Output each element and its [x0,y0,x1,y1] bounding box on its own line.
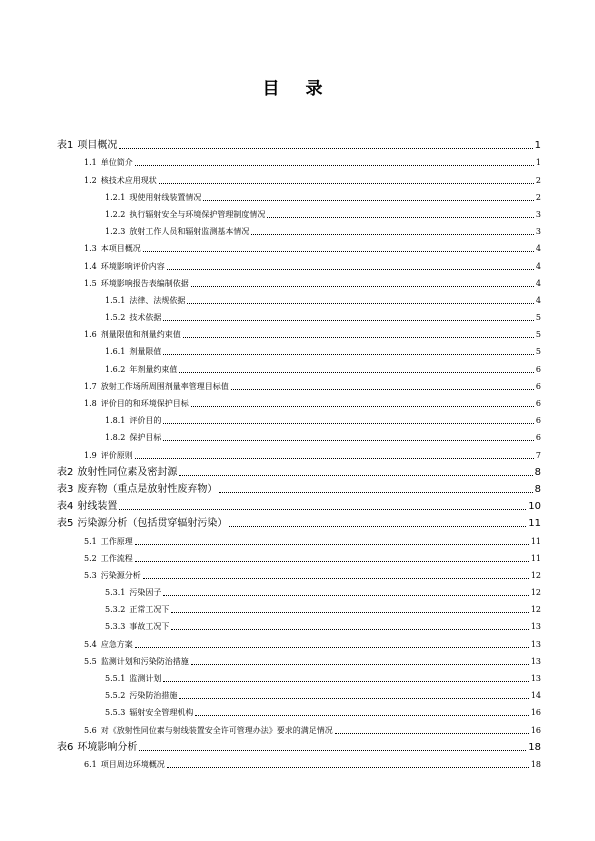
toc-entry-title: 法律、法规依据 [129,295,186,305]
toc-entry-title: 保护目标 [129,433,162,443]
toc-entry-title: 项目周边环境概况 [100,759,165,769]
toc-entry-title: 评价原则 [100,450,133,460]
toc-dot-leader [143,578,529,579]
toc-entry-number: 1.5.2 [105,313,126,323]
toc-page-number: 2 [535,192,541,202]
toc-page-number: 8 [534,466,541,478]
toc-entry-label [105,605,169,615]
toc-entry-number: 1.2.3 [105,227,126,237]
toc-entry[interactable] [57,736,541,753]
toc-entry-label [84,382,229,392]
toc-entry-number: 6.1 [84,759,97,769]
toc-entry[interactable] [57,168,541,185]
toc-page-number: 4 [535,295,541,305]
toc-entry-title: 环境影响分析 [77,741,138,753]
toc-page-number: 12 [530,588,541,598]
toc-entry-number: 表2 [57,466,74,478]
toc-entry-label [105,674,161,684]
toc-entry-number: 表1 [57,140,74,152]
toc-entry-title: 放射工作人员和辐射监测基本情况 [129,227,250,237]
toc-entry-number: 5.5.3 [105,708,126,718]
toc-entry[interactable] [57,134,541,151]
toc-entry[interactable] [57,392,541,409]
toc-dot-leader [135,647,529,648]
toc-dot-leader [203,200,534,201]
toc-dot-leader [187,303,534,304]
toc-dot-leader [179,372,534,373]
toc-dot-leader [191,286,534,287]
toc-entry[interactable] [57,340,541,357]
toc-dot-leader [191,406,534,407]
toc-page-number: 11 [530,553,541,563]
toc-entry-label [84,657,189,667]
page-title: 目 录 [262,79,333,99]
toc-entry[interactable] [57,254,541,271]
toc-dot-leader [159,183,534,184]
toc-entry-label [57,502,117,512]
toc-dot-leader [139,750,526,751]
toc-page-number: 2 [535,175,541,185]
toc-entry-number: 5.3.2 [105,605,126,615]
toc-entry-label [105,193,201,203]
toc-entry[interactable] [57,478,541,495]
toc-entry-number: 1.5.1 [105,295,126,305]
toc-dot-leader [183,337,534,338]
toc-entry-title: 核技术应用现状 [100,175,157,185]
toc-entry-label [57,468,177,478]
toc-entry[interactable] [57,718,541,735]
toc-entry-title: 评价目的 [129,416,162,426]
toc-dot-leader [163,423,534,424]
toc-entry-number: 5.4 [84,639,97,649]
toc-dot-leader [335,733,529,734]
toc-page-number: 14 [530,691,541,701]
toc-entry-number: 5.2 [84,553,97,563]
toc-entry-number: 1.2.1 [105,192,126,202]
toc-entry[interactable] [57,667,541,684]
toc-dot-leader [163,440,534,441]
toc-entry-title: 单位简介 [100,158,133,168]
toc-entry-label [105,708,193,718]
toc-entry-label [105,622,169,632]
toc-dot-leader [231,389,534,390]
toc-entry-label [84,279,189,289]
toc-page-number: 12 [530,570,541,580]
toc-dot-leader [219,492,532,493]
toc-entry-title: 环境影响评价内容 [100,261,165,271]
toc-entry-label [84,330,181,340]
toc-page-number: 13 [530,656,541,666]
toc-entry-title: 剂量限值 [129,347,162,357]
toc-entry[interactable] [57,581,541,598]
toc-entry-title: 监测计划 [129,674,162,683]
toc-entry-label [57,519,227,529]
toc-page-number: 5 [535,330,541,340]
toc-entry-title: 工作流程 [100,553,133,563]
toc-entry[interactable] [57,186,541,203]
toc-page-number: 8 [534,483,541,495]
toc-entry[interactable] [57,564,541,581]
toc-entry-label [84,554,133,564]
toc-entry-number: 表3 [57,483,74,495]
toc-entry-label [105,313,161,323]
toc-entry[interactable] [57,272,541,289]
toc-dot-leader [171,612,528,613]
toc-entry-title: 监测计划和污染防治措施 [100,656,189,666]
toc-dot-leader [195,715,528,716]
toc-entry-label [105,416,161,426]
toc-entry-label [84,176,157,186]
toc-entry-label [84,399,189,409]
toc-dot-leader [267,217,534,218]
toc-entry-label [84,537,133,547]
toc-entry-number: 5.5.2 [105,691,126,701]
toc-entry[interactable] [57,220,541,237]
toc-entry[interactable] [57,461,541,478]
toc-entry-number: 1.6.1 [105,347,126,357]
toc-entry[interactable] [57,426,541,443]
toc-page-number: 13 [530,639,541,649]
toc-entry-label [105,588,161,598]
toc-entry[interactable] [57,547,541,564]
toc-page-number: 16 [530,708,541,718]
toc-entry-label [84,640,133,650]
toc-dot-leader [179,698,528,699]
toc-dot-leader [119,509,526,510]
toc-dot-leader [251,234,534,235]
toc-page-number: 13 [530,674,541,683]
toc-entry[interactable] [57,375,541,392]
toc-page-number: 1 [534,140,541,152]
toc-entry-title: 污染源分析 [100,570,141,580]
toc-entry-title: 剂量限值和剂量约束值 [100,330,181,340]
toc-entry-label [57,743,137,753]
toc-entry-number: 5.3 [84,570,97,580]
toc-entry-label [105,691,177,701]
toc-entry-label [84,451,133,461]
toc-entry-label [105,296,185,306]
toc-entry-number: 1.6 [84,330,97,340]
toc-dot-leader [135,165,534,166]
toc-entry-title: 工作原理 [100,536,133,546]
toc-page-number: 5 [535,347,541,357]
toc-dot-leader [171,629,528,630]
toc-entry-number: 1.5 [84,278,97,288]
toc-page-number: 16 [530,725,541,735]
toc-entry-title: 辐射安全管理机构 [129,708,194,718]
toc-dot-leader [229,526,526,527]
toc-page-number: 18 [530,759,541,769]
toc-entry-number: 5.3.3 [105,622,126,632]
toc-entry-label [105,347,161,357]
toc-entry[interactable] [57,753,541,770]
toc-entry-number: 表6 [57,741,74,753]
toc-entry-number: 1.8.2 [105,433,126,443]
toc-entry-number: 5.1 [84,536,97,546]
table-of-contents [57,134,541,770]
toc-page-number: 1 [535,158,541,168]
toc-page-number: 3 [535,227,541,237]
toc-entry-title: 环境影响报告表编制依据 [100,278,189,288]
toc-entry-number: 5.5 [84,656,97,666]
toc-entry[interactable] [57,701,541,718]
toc-entry-title: 应急方案 [100,639,133,649]
toc-page-number: 18 [528,741,541,753]
toc-page-number: 6 [535,416,541,426]
toc-dot-leader [163,681,528,682]
toc-entry-number: 5.6 [84,725,97,735]
toc-entry-label [84,571,141,581]
toc-entry-label [84,760,165,770]
toc-entry-title: 现使用射线装置情况 [129,192,202,202]
toc-entry[interactable] [57,598,541,615]
toc-entry-title: 污染因子 [129,588,162,598]
toc-entry-label [105,433,161,443]
toc-entry-label [105,365,177,375]
toc-entry-title: 年剂量约束值 [129,364,178,374]
toc-entry-number: 1.8.1 [105,416,126,426]
toc-entry-title: 污染防治措施 [129,691,178,701]
toc-entry-title: 废弃物（重点是放射性废弃物） [77,483,218,495]
toc-entry-title: 项目概况 [77,140,118,152]
toc-entry[interactable] [57,495,541,512]
toc-page-number: 4 [535,278,541,288]
toc-entry-number: 1.6.2 [105,364,126,374]
toc-entry-title: 技术依据 [129,313,162,323]
toc-page-number: 6 [535,364,541,374]
toc-entry-label [84,158,133,168]
toc-entry-number: 1.1 [84,158,97,168]
toc-page-number: 6 [535,381,541,391]
toc-entry-number: 1.7 [84,381,97,391]
toc-page-number: 4 [535,261,541,271]
toc-entry[interactable] [57,237,541,254]
toc-entry[interactable] [57,512,541,529]
toc-dot-leader [167,767,529,768]
toc-entry-number: 1.2 [84,175,97,185]
toc-entry-label [84,726,333,736]
toc-entry-title: 本项目概况 [100,244,141,254]
toc-entry-number: 5.5.1 [105,674,126,683]
toc-page-number: 13 [530,622,541,632]
toc-entry[interactable] [57,443,541,460]
toc-entry-title: 放射性同位素及密封源 [77,466,178,478]
toc-entry-title: 射线装置 [77,501,118,513]
toc-entry-title: 放射工作场所周围剂量率管理目标值 [100,381,229,391]
toc-page-number: 6 [535,399,541,408]
toc-entry[interactable] [57,289,541,306]
toc-dot-leader [167,269,534,270]
toc-entry[interactable] [57,529,541,546]
toc-entry-title: 事故工况下 [129,622,170,632]
toc-entry[interactable] [57,684,541,701]
toc-entry-title: 污染源分析（包括贯穿辐射污染） [77,518,228,530]
toc-entry[interactable] [57,323,541,340]
toc-entry[interactable] [57,632,541,649]
toc-page-number: 7 [535,450,541,460]
toc-entry-title: 正常工况下 [129,605,170,615]
toc-page-number: 10 [528,501,541,513]
toc-page-number: 4 [535,244,541,254]
toc-entry-title: 评价目的和环境保护目标 [100,399,189,408]
toc-entry-number: 1.3 [84,244,97,254]
toc-entry-title: 执行辐射安全与环境保护管理制度情况 [129,209,266,219]
toc-entry-label [84,262,165,272]
toc-entry-label [105,227,249,237]
toc-dot-leader [163,354,534,355]
toc-entry[interactable] [57,203,541,220]
toc-entry-number: 1.9 [84,450,97,460]
toc-dot-leader [135,561,529,562]
toc-page-number: 5 [535,313,541,323]
toc-dot-leader [191,664,529,665]
toc-entry-label [57,141,117,151]
toc-page-number: 11 [530,536,541,546]
toc-entry-title: 对《放射性同位素与射线装置安全许可管理办法》要求的满足情况 [100,725,333,735]
toc-dot-leader [119,148,532,149]
toc-page-number: 3 [535,209,541,219]
toc-entry[interactable] [57,615,541,632]
toc-entry[interactable] [57,409,541,426]
toc-dot-leader [163,595,528,596]
toc-page-number: 12 [530,605,541,615]
toc-entry-number: 1.8 [84,399,97,408]
toc-entry-number: 表5 [57,518,74,530]
toc-entry-label [105,210,265,220]
toc-entry-number: 5.3.1 [105,588,126,598]
toc-entry[interactable] [57,650,541,667]
toc-entry[interactable] [57,357,541,374]
toc-page-number: 11 [528,518,541,530]
toc-dot-leader [135,544,529,545]
toc-page-number: 6 [535,433,541,443]
toc-dot-leader [135,458,534,459]
toc-dot-leader [179,475,532,476]
toc-entry-label [57,485,217,495]
toc-entry-label [84,244,141,254]
toc-entry-number: 1.2.2 [105,209,126,219]
toc-dot-leader [143,251,534,252]
toc-entry-number: 表4 [57,501,74,513]
toc-entry-number: 1.4 [84,261,97,271]
toc-entry[interactable] [57,151,541,168]
toc-dot-leader [163,320,534,321]
toc-entry[interactable] [57,306,541,323]
